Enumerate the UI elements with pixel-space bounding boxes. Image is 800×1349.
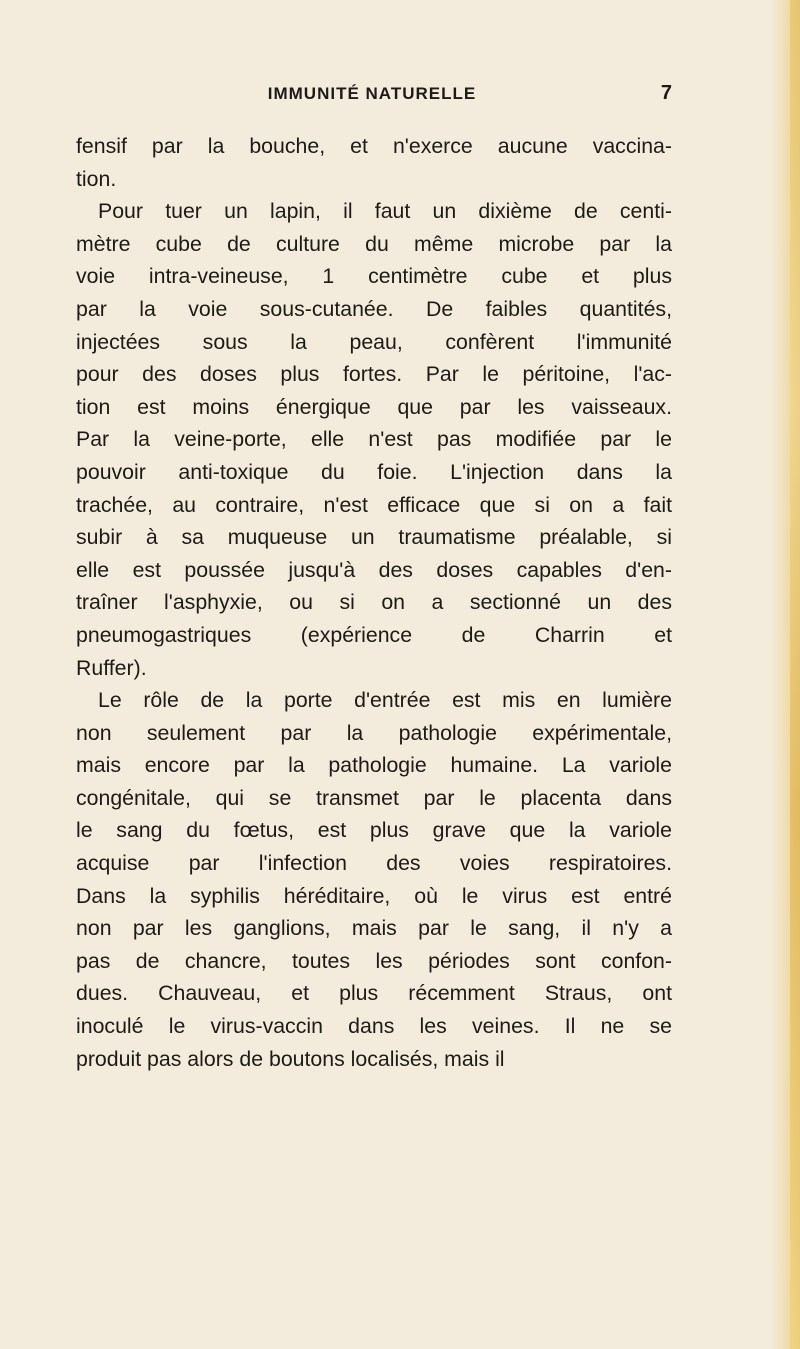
text-line: pour des doses plus fortes. Par le péritoine, l'ac-	[76, 362, 672, 387]
text-line: tion.	[76, 166, 117, 191]
text-line: inoculé le virus-vaccin dans les veines. Il ne se	[76, 1014, 672, 1039]
text-line: tion est moins énergique que par les vaisseaux.	[76, 394, 672, 419]
page-header	[72, 84, 672, 110]
text-line: pas de chancre, toutes les périodes sont confon-	[76, 948, 672, 973]
text-line: Par la veine-porte, elle n'est pas modifiée par le	[76, 427, 672, 452]
text-line: acquise par l'infection des voies respiratoires.	[76, 851, 672, 876]
text-line: mètre cube de culture du même microbe par la	[76, 231, 672, 256]
text-line: subir à sa muqueuse un traumatisme préalable, si	[76, 525, 672, 550]
text-line: non seulement par la pathologie expérimentale,	[76, 720, 672, 745]
text-line: traîner l'asphyxie, ou si on a sectionné un des	[76, 590, 672, 615]
text-line: le sang du fœtus, est plus grave que la variole	[76, 818, 672, 843]
text-line: produit pas alors de boutons localisés, mais il	[76, 1046, 505, 1071]
text-line: voie intra-veineuse, 1 centimètre cube et plus	[76, 264, 672, 289]
text-line: Le rôle de la porte d'entrée est mis en lumière	[98, 688, 672, 713]
text-line: par la voie sous-cutanée. De faibles quantités,	[76, 296, 672, 321]
text-line: fensif par la bouche, et n'exerce aucune vaccina-	[76, 134, 672, 158]
text-line: injectées sous la peau, confèrent l'immunité	[76, 329, 672, 354]
text-line: trachée, au contraire, n'est efficace que si on a fait	[76, 492, 672, 517]
text-line: pneumogastriques (expérience de Charrin et	[76, 622, 672, 647]
text-line: mais encore par la pathologie humaine. La variole	[76, 753, 672, 778]
text-line: dues. Chauveau, et plus récemment Straus, ont	[76, 981, 672, 1006]
text-line: Ruffer).	[76, 655, 147, 680]
running-head: IMMUNITÉ NATURELLE	[267, 84, 477, 103]
text-line: congénitale, qui se transmet par le placenta dans	[76, 785, 672, 810]
text-line: Pour tuer un lapin, il faut un dixième de centi-	[98, 199, 672, 224]
page-edge-tint	[790, 0, 800, 1349]
text-line: Dans la syphilis héréditaire, où le virus est entré	[76, 883, 672, 908]
page-number: 7	[660, 82, 672, 104]
text-line: pouvoir anti-toxique du foie. L'injection dans la	[76, 459, 672, 484]
text-line: elle est poussée jusqu'à des doses capables d'en-	[76, 557, 672, 582]
body-text	[76, 130, 672, 1075]
text-line: non par les ganglions, mais par le sang, il n'y a	[76, 916, 672, 941]
